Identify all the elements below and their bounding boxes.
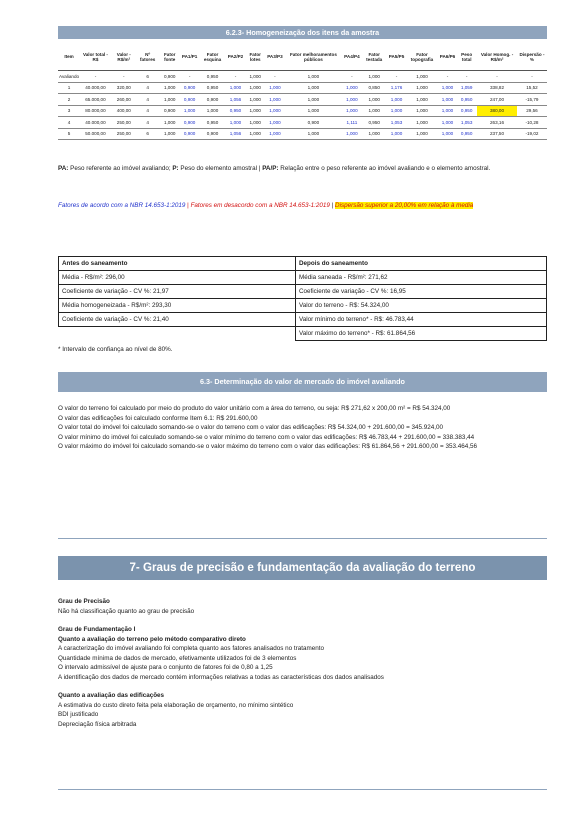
table-cell: 0,950	[198, 117, 226, 129]
column-header: PA5/P5	[388, 44, 406, 71]
table-cell: 0,900	[181, 82, 199, 94]
divider	[58, 538, 547, 539]
column-header: Fator testada	[361, 44, 388, 71]
legend-fatores-ok: Fatores de acordo com a NBR 14.653-1:2019	[58, 202, 186, 209]
table-cell: 1,000	[439, 94, 457, 106]
table-cell: 0,900	[181, 94, 199, 106]
table-cell: -	[266, 71, 284, 83]
legend-fatores-bad: Fatores em desacordo com a NBR 14.653-1:2019	[190, 202, 330, 209]
table-cell: 4	[58, 117, 80, 129]
table-row	[58, 128, 547, 140]
table-cell: -	[227, 71, 245, 83]
edificacoes-heading: Quanto a avaliação das edificações	[58, 692, 165, 699]
list-item: A identificação dos dados de mercado contém informações relativas a todas as características dos dados analisados	[58, 673, 384, 681]
table-cell: 1,000	[181, 105, 199, 117]
table-cell: 0,850	[361, 82, 388, 94]
table-cell: 0,900	[198, 94, 226, 106]
column-header: Valor total - R$	[80, 44, 111, 71]
table-cell: 1,056	[227, 94, 245, 106]
table-cell: 1,000	[405, 117, 438, 129]
table-cell: 1,000	[343, 82, 361, 94]
table-cell: 3	[58, 105, 80, 117]
table-cell: 4	[137, 117, 159, 129]
table-cell: 1,000	[159, 94, 181, 106]
table-cell: 1,000	[244, 117, 266, 129]
table-row	[58, 71, 547, 83]
legend-weights	[58, 164, 547, 174]
list-item: BDI justificado	[58, 711, 99, 718]
table-cell: 1,000	[405, 94, 438, 106]
table-cell: 1,000	[439, 117, 457, 129]
table-header-row	[58, 44, 547, 71]
section-63-body	[58, 404, 547, 452]
terreno-heading: Quanto a avaliação do terreno pelo método comparativo direto	[58, 635, 246, 643]
depois-header: Depois do saneamento	[295, 257, 546, 271]
section-7-title: 7- Graus de precisão e fundamentação da avaliação do terreno	[129, 561, 476, 574]
table-cell: 1,000	[266, 82, 284, 94]
table-cell: 1,000	[159, 82, 181, 94]
table-cell: 0,900	[181, 117, 199, 129]
table-row	[58, 94, 547, 106]
table-cell: -	[388, 71, 406, 83]
paragraph: O valor das edificações foi calculado conforme Item 6.1: R$ 291.600,00	[58, 414, 258, 422]
table-cell: 0,900	[159, 71, 181, 83]
table-cell: 260,00	[111, 94, 137, 106]
column-header: Peso total	[456, 44, 477, 71]
table-cell: 1,000	[343, 105, 361, 117]
table-cell: 1,000	[244, 105, 266, 117]
table-cell: 1,000	[439, 128, 457, 140]
table-row	[58, 105, 547, 117]
column-header: Fator melhoramentos públicos	[284, 44, 343, 71]
table-cell: 1,000	[244, 128, 266, 140]
table-cell: 0,900	[159, 105, 181, 117]
depois-cell: Valor máximo do terreno* - R$: 61.864,56	[295, 327, 546, 341]
table-cell: 247,00	[477, 94, 517, 106]
table-cell: 65.000,00	[80, 94, 111, 106]
table-cell: 1,000	[284, 105, 343, 117]
legend-pap-label: PA/P:	[262, 165, 279, 172]
list-item: A caracterização do imóvel avaliando foi completa quanto aos fatores analisados no tratamento	[58, 645, 325, 652]
table-cell: 6	[137, 71, 159, 83]
column-header: Fator fonte	[159, 44, 181, 71]
saneamento-table	[58, 256, 547, 341]
table-cell: 1,000	[361, 105, 388, 117]
column-header: Dispersão - %	[517, 44, 547, 71]
antes-empty-cell	[59, 327, 296, 341]
table-cell: 1,000	[244, 71, 266, 83]
table-cell: 1,000	[227, 117, 245, 129]
table-cell: 338,82	[477, 82, 517, 94]
legend-pa-label: PA:	[58, 165, 69, 172]
legend-colors	[58, 201, 547, 211]
table-cell: 1,000	[266, 105, 284, 117]
column-header: PA1/P1	[181, 44, 199, 71]
table-cell: 0,900	[198, 128, 226, 140]
table-cell: 0,950	[198, 82, 226, 94]
legend-separator: |	[185, 202, 191, 209]
table-cell: 2	[58, 94, 80, 106]
section-623-banner	[58, 26, 547, 39]
antes-cell: Coeficiente de variação - CV %: 21,40	[59, 313, 296, 327]
table-cell: 0,950	[456, 105, 477, 117]
table-cell: 1,000	[361, 128, 388, 140]
divider	[58, 789, 547, 790]
antes-header: Antes do saneamento	[59, 257, 296, 271]
legend-pa-text: Peso referente ao imóvel avaliando;	[68, 165, 173, 172]
table-cell: 1,000	[284, 71, 343, 83]
table-cell: 40.000,00	[80, 117, 111, 129]
table-cell: 29,56	[517, 105, 547, 117]
table-cell: 1,000	[405, 105, 438, 117]
table-cell: 1,000	[388, 128, 406, 140]
table-cell: 0,900	[181, 128, 199, 140]
column-header: Fator esquina	[198, 44, 226, 71]
paragraph: O valor mínimo do imóvel foi calculado somando-se o valor mínimo do terreno com o valor das edificações: R$ 46.783,44 + 291.600,00 = 338.383,44	[58, 433, 475, 441]
table-cell: 1,053	[456, 117, 477, 129]
table-cell: 1,000	[284, 128, 343, 140]
column-header: PA6/P6	[439, 44, 457, 71]
section-63-banner	[58, 372, 547, 392]
table-cell: 0,900	[284, 117, 343, 129]
table-cell: 1,000	[284, 82, 343, 94]
table-cell: 1,059	[456, 82, 477, 94]
antes-cell: Média homogeneizada - R$/m²: 293,30	[59, 299, 296, 313]
depois-cell: Média saneada - R$/m²: 271,62	[295, 271, 546, 285]
table-cell: 1,000	[266, 94, 284, 106]
table-cell: 1,176	[388, 82, 406, 94]
table-cell: -10,28	[517, 117, 547, 129]
table-cell: -	[439, 71, 457, 83]
column-header: Valor Homog. - R$/m²	[477, 44, 517, 71]
table-cell: 4	[137, 82, 159, 94]
section-63-title: 6.3- Determinação do valor de mercado do imóvel avaliando	[200, 377, 405, 386]
column-header: Item	[58, 44, 80, 71]
confidence-note: * Intervalo de confiança ao nível de 80%.	[58, 346, 173, 353]
table-cell: 0,950	[456, 94, 477, 106]
precisao-heading: Grau de Precisão	[58, 598, 110, 605]
table-cell: 50.000,00	[80, 128, 111, 140]
legend-separator: |	[329, 202, 336, 209]
table-cell: 1,000	[284, 94, 343, 106]
antes-cell: Coeficiente de variação - CV %: 21,97	[59, 285, 296, 299]
legend-pap-text: Relação entre o peso referente ao imóvel avaliando e o elemento amostral.	[278, 165, 491, 172]
table-cell: 1	[58, 82, 80, 94]
table-cell: 15,52	[517, 82, 547, 94]
table-cell: 4	[137, 94, 159, 106]
table-cell: 1,000	[361, 71, 388, 83]
table-cell: 320,00	[111, 82, 137, 94]
precisao-text: Não há classificação quanto ao grau de precisão	[58, 607, 195, 615]
table-cell: 1,000	[227, 82, 245, 94]
table-cell: -	[456, 71, 477, 83]
table-cell: 1,000	[159, 128, 181, 140]
table-cell: 1,000	[159, 117, 181, 129]
column-header: PA4/P4	[343, 44, 361, 71]
legend-dispersao: Dispersão superior a 20,00% em relação à media	[335, 202, 474, 209]
table-cell: 1,056	[227, 128, 245, 140]
table-cell: 80.000,00	[80, 105, 111, 117]
table-cell: 5	[58, 128, 80, 140]
column-header: Nº fatores	[137, 44, 159, 71]
table-cell: -	[80, 71, 111, 83]
table-cell: 1,053	[388, 117, 406, 129]
table-cell: 1,000	[266, 128, 284, 140]
depois-cell: Valor do terreno - R$: 54.324,00	[295, 299, 546, 313]
table-cell: -	[181, 71, 199, 83]
table-cell: 1,000	[405, 128, 438, 140]
table-cell: 1,000	[439, 105, 457, 117]
table-cell: 0,950	[198, 71, 226, 83]
table-cell: -	[517, 71, 547, 83]
paragraph: O valor total do imóvel foi calculado somando-se o valor do terreno com o valor das edificações: R$ 54.324,00 + 291.600,00 = 345.924,00	[58, 424, 444, 431]
list-item: Quantidade mínima de dados de mercado, efetivamente utilizados foi de 3 elementos	[58, 654, 297, 662]
list-item: Depreciação física arbitrada	[58, 720, 137, 728]
table-cell: 380,00	[477, 105, 517, 117]
table-cell: 6	[137, 128, 159, 140]
column-header: Fator topografia	[405, 44, 438, 71]
table-cell: 1,000	[405, 71, 438, 83]
legend-p-text: Peso do elemento amostral |	[178, 165, 263, 172]
column-header: Fator lotes	[244, 44, 266, 71]
table-cell: -19,02	[517, 128, 547, 140]
table-cell: Avaliando	[58, 71, 80, 83]
paragraph: O valor máximo do imóvel foi calculado somando-se o valor máximo do terreno com o valor das edificações: R$ 61.864,56 + 291.600,00 = 353.464,56	[58, 443, 477, 450]
table-row	[58, 82, 547, 94]
table-cell: 40.000,00	[80, 82, 111, 94]
table-cell: 1,000	[198, 105, 226, 117]
table-cell: 250,00	[111, 128, 137, 140]
list-item: A estimativa do custo direto feita pela elaboração de orçamento, no mínimo sintético	[58, 701, 294, 709]
antes-cell: Média - R$/m²: 296,00	[59, 271, 296, 285]
fundamentacao-heading: Grau de Fundamentação I	[58, 626, 136, 633]
table-cell: 1,000	[343, 94, 361, 106]
table-cell: -15,79	[517, 94, 547, 106]
list-item: O intervalo admissível de ajuste para o conjunto de fatores foi de 0,80 a 1,25	[58, 664, 273, 671]
table-cell: 0,950	[227, 105, 245, 117]
table-cell: -	[477, 71, 517, 83]
table-cell: 250,00	[111, 117, 137, 129]
table-cell: 0,950	[361, 117, 388, 129]
table-cell: 237,50	[477, 128, 517, 140]
table-cell: 400,00	[111, 105, 137, 117]
paragraph: O valor do terreno foi calculado por meio do produto do valor unitário com a área do terreno, ou seja: R$ 271,62 x 200,00 m² = R$ 54.324,00	[58, 405, 451, 412]
table-cell: 1,000	[388, 94, 406, 106]
table-cell: -	[343, 71, 361, 83]
table-cell: 1,000	[439, 82, 457, 94]
table-cell: 1,000	[244, 94, 266, 106]
table-cell: 1,000	[388, 105, 406, 117]
table-row	[58, 117, 547, 129]
homogenization-table	[58, 44, 547, 140]
table-cell: 4	[137, 105, 159, 117]
section-7-body	[58, 597, 547, 729]
table-cell: -	[111, 71, 137, 83]
table-cell: 263,16	[477, 117, 517, 129]
section-623-title: 6.2.3- Homogeneização dos itens da amostra	[225, 28, 380, 37]
legend-p-label: P:	[172, 165, 179, 172]
table-cell: 1,000	[244, 82, 266, 94]
table-cell: 1,111	[343, 117, 361, 129]
section-7-banner	[58, 556, 547, 580]
table-cell: 1,000	[405, 82, 438, 94]
table-cell: 1,000	[361, 94, 388, 106]
column-header: PA2/P2	[227, 44, 245, 71]
table-cell: 0,950	[456, 128, 477, 140]
depois-cell: Valor mínimo do terreno* - R$: 46.783,44	[295, 313, 546, 327]
column-header: PA3/P3	[266, 44, 284, 71]
depois-cell: Coeficiente de variação - CV %: 16,95	[295, 285, 546, 299]
table-cell: 1,000	[343, 128, 361, 140]
table-cell: 1,000	[266, 117, 284, 129]
column-header: Valor - R$/m²	[111, 44, 137, 71]
